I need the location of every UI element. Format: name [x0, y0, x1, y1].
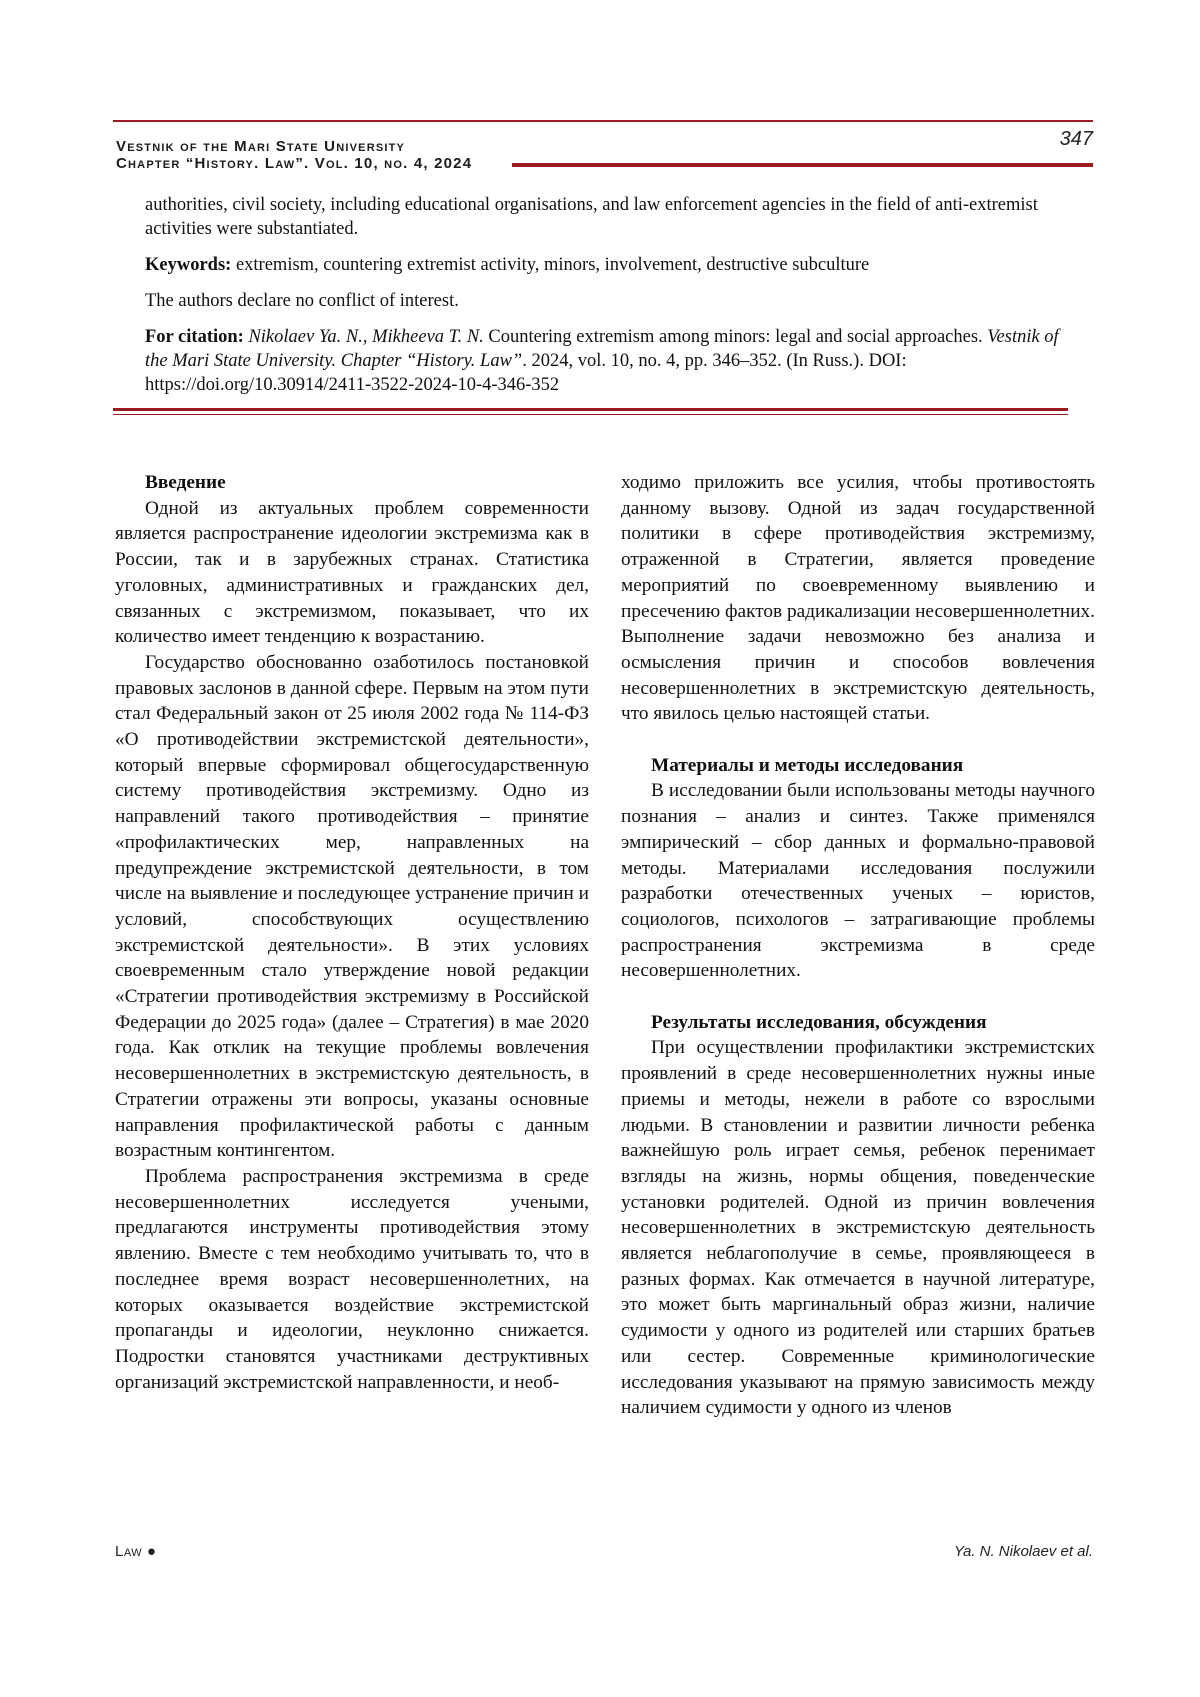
journal-title-line1: Vestnik of the Mari State University: [116, 138, 406, 155]
left-column: [115, 470, 589, 1395]
paragraph-continued: ходимо приложить все усилия, чтобы противостоять данному вызову. Одной из задач государственной политики в сфере противодействия экстремизму, отраженной в Стратегии, является проведение мероприятий по своевременному выявлению и пресечению фактов радикализации несовершеннолетних. Выполнение задачи невозможно без анализа и осмысления причин и способов вовлечения несовершеннолетних в экстремистскую деятельность, что явилось целью настоящей статьи.: [621, 472, 1095, 725]
conflict-statement: The authors declare no conflict of interest.: [145, 291, 459, 311]
citation-journal: Vestnik of the Mari State University. Chapter “History. Law”: [145, 327, 1059, 371]
right-column: [621, 470, 1095, 1421]
abstract-tail: authorities, civil society, including educational organisations, and law enforcement agencies in the field of anti-extremist activities were substantiated.: [145, 195, 1038, 239]
citation-authors: Nikolaev Ya. N., Mikheeva T. N.: [248, 327, 484, 347]
footer-section: Law ●: [115, 1543, 157, 1560]
paragraph-results: При осуществлении профилактики экстремистских проявлений в среде несовершеннолетних нужны иные приемы и методы, нежели в работе со взрослыми людьми. В становлении и развитии личности ребенка важнейшую роль играет семья, ребенок перенимает взгляды на жизнь, нормы общения, поведенческие установки родителей. Одной из причин вовлечения несовершеннолетних в экстремистскую деятельность является неблагополучие в семье, проявляющееся в разных формах. Как отмечается в научной литературе, это может быть маргинальный образ жизни, наличие судимости у одного из родителей или старших братьев или сестер. Современные криминологические исследования указывают на прямую зависимость между наличием судимости у одного из членов: [621, 1037, 1095, 1419]
citation-label: For citation:: [145, 327, 244, 347]
paragraph-intro-3: Проблема распространения экстремизма в среде несовершеннолетних исследуется учеными, предлагаются инструменты противодействия этому явлению. Вместе с тем необходимо учитывать то, что в последнее время возраст несовершеннолетних, на которых оказывается воздействие экстремистской пропаганды и идеологии, неуклонно снижается. Подростки становятся участниками деструктивных организаций экстремистской направленности, и необ-: [115, 1165, 589, 1393]
keywords-text: extremism, countering extremist activity, minors, involvement, destructive subculture: [235, 255, 870, 275]
paragraph-methods: В исследовании были использованы методы научного познания – анализ и синтез. Также применялся эмпирический – сбор данных и формально-правовой методы. Материалами исследования послужили разработки отечественных ученых – юристов, социологов, психологов – затрагивающие проблемы распространения экстремизма в среде несовершеннолетних.: [621, 780, 1095, 982]
keywords: [145, 253, 1065, 277]
section-gap: [621, 984, 1095, 1010]
paragraph-intro-1: Одной из актуальных проблем современности является распространение идеологии экстремизма как в России, так и в зарубежных странах. Статистика уголовных, административных и гражданских дел, связанных с экстремизмом, показывает, что их количество имеет тенденцию к возрастанию.: [115, 497, 589, 648]
footer-authors: Ya. N. Nikolaev et al.: [954, 1543, 1093, 1560]
citation-title: Countering extremism among minors: legal and social approaches.: [488, 327, 983, 347]
journal-title: [116, 138, 472, 172]
header-top-rule: [113, 120, 1093, 122]
abstract-rule-thick: [113, 408, 1068, 411]
abstract-rule-thin: [113, 414, 1068, 415]
citation-details: . 2024, vol. 10, no. 4, pp. 346–352. (In Russ.). DOI: https://doi.org/10.30914/2411-3522-2024-10-4-346-352: [145, 351, 907, 395]
heading-methods: Материалы и методы исследования: [651, 754, 964, 776]
journal-title-line2: Chapter “History. Law”. Vol. 10, no. 4, 2024: [116, 155, 473, 172]
citation: [145, 325, 1065, 397]
page-number: 347: [1059, 128, 1093, 150]
abstract-block: [145, 193, 1065, 409]
keywords-label: Keywords:: [145, 255, 232, 275]
section-gap: [621, 727, 1095, 753]
heading-results: Результаты исследования, обсуждения: [651, 1011, 987, 1033]
heading-introduction: Введение: [145, 472, 226, 493]
paragraph-intro-2: Государство обоснованно озаботилось постановкой правовых заслонов в данной сфере. Первым на этом пути стал Федеральный закон от 25 июля 2002 года № 114-ФЗ «О противодействии экстремистской деятельности», который впервые сформировал общегосударственную систему противодействия экстремизму. Одно из направлений такого противодействия – принятие «профилактических мер, направленных на предупреждение экстремистской деятельности, в том числе на выявление и последующее устранение причин и условий, способствующих осуществлению экстремистской деятельности». В этих условиях своевременным стало утверждение новой редакции «Стратегии противодействия экстремизму в Российской Федерации до 2025 года» (далее – Стратегия) в мае 2020 года. Как отклик на текущие проблемы вовлечения несовершеннолетних в экстремистскую деятельность, в Стратегии отражены эти вопросы, указаны основные направления профилактической работы с данным возрастным контингентом.: [115, 651, 589, 1162]
header-bar: [512, 163, 1093, 167]
